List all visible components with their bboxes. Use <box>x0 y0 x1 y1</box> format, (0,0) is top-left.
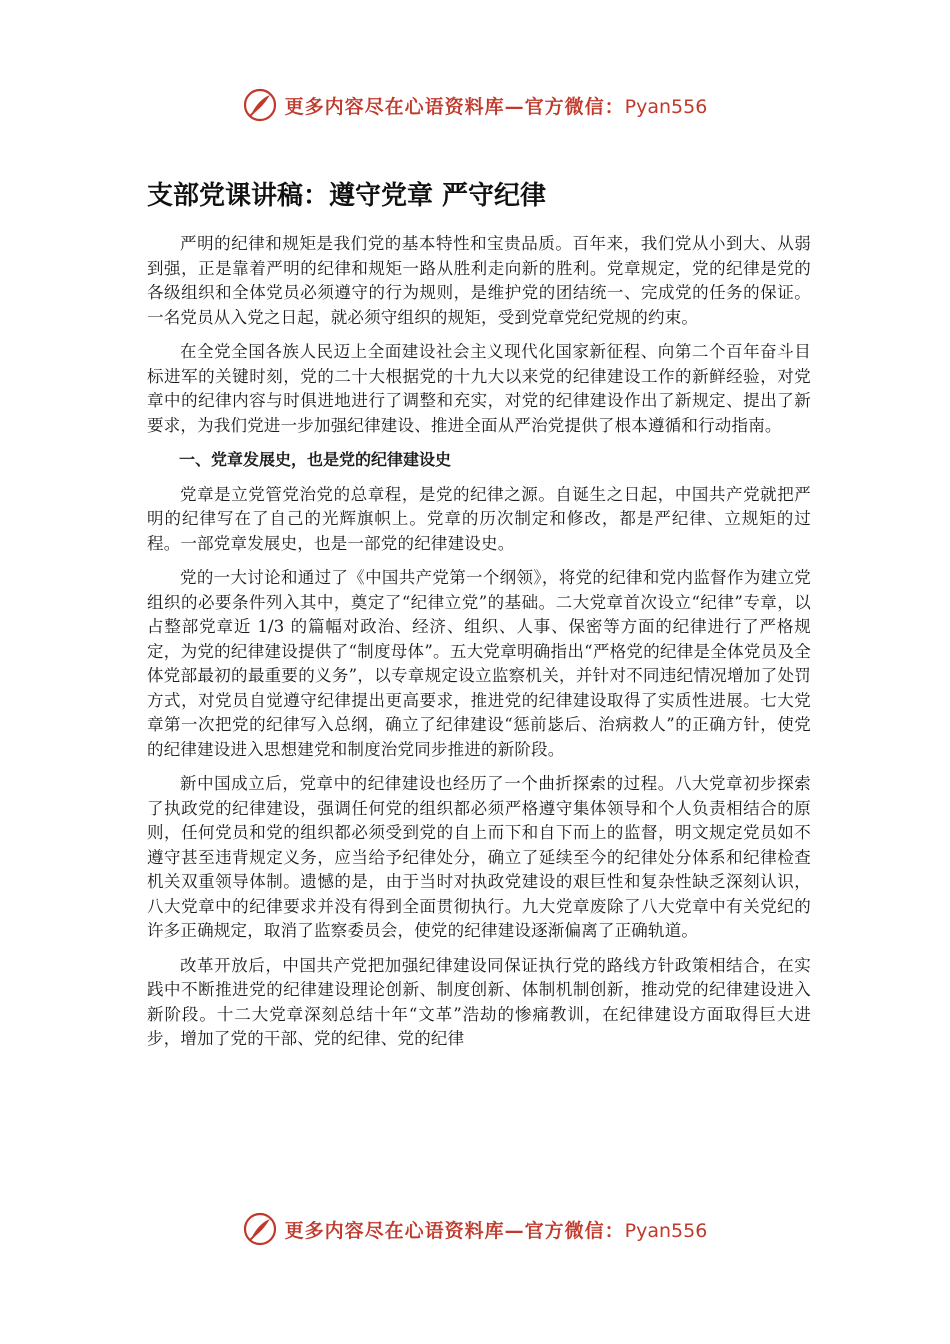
watermark-banner-top <box>0 88 950 122</box>
document-body <box>147 232 811 1062</box>
watermark-banner-bottom <box>0 1212 950 1246</box>
quill-logo-icon <box>243 1212 277 1246</box>
section-heading: 一、党章发展史，也是党的纪律建设史 <box>179 450 452 469</box>
body-paragraph: 新中国成立后，党章中的纪律建设也经历了一个曲折探索的过程。八大党章初步探索了执政党的纪律建设，强调任何党的组织都必须严格遵守集体领导和个人负责相结合的原则，任何党员和党的组织都必须受到党的自上而下和自下而上的监督，明文规定党员如不遵守甚至违背规定义务，应当给予纪律处分，确立了延续至今的纪律处分体系和纪律检查机关双重领导体制。遗憾的是，由于当时对执政党建设的艰巨性和复杂性缺乏深刻认识，八大党章中的纪律要求并没有得到全面贯彻执行。九大党章废除了八大党章中有关党纪的许多正确规定，取消了监察委员会，使党的纪律建设逐渐偏离了正确轨道。 <box>147 774 811 940</box>
watermark-text: 更多内容尽在心语资料库—官方微信：Pyan556 <box>284 1219 708 1242</box>
body-paragraph: 在全党全国各族人民迈上全面建设社会主义现代化国家新征程、向第二个百年奋斗目标进军的关键时刻，党的二十大根据党的十九大以来党的纪律建设工作的新鲜经验，对党章中的纪律内容与时俱进地进行了调整和充实，对党的纪律建设作出了新规定、提出了新要求，为我们党进一步加强纪律建设、推进全面从严治党提供了根本遵循和行动指南。 <box>147 342 811 435</box>
document-title: 支部党课讲稿：遵守党章 严守纪律 <box>147 181 547 211</box>
quill-logo-icon <box>243 88 277 122</box>
body-paragraph: 改革开放后，中国共产党把加强纪律建设同保证执行党的路线方针政策相结合，在实践中不断推进党的纪律建设理论创新、制度创新、体制机制创新，推动党的纪律建设进入新阶段。十二大党章深刻总结十年“文革”浩劫的惨痛教训，在纪律建设方面取得巨大进步，增加了党的干部、党的纪律、党的纪律 <box>147 955 811 1048</box>
body-paragraph: 党的一大讨论和通过了《中国共产党第一个纲领》，将党的纪律和党内监督作为建立党组织的必要条件列入其中，奠定了“纪律立党”的基础。二大党章首次设立“纪律”专章，以占整部党章近 1/3 的篇幅对政治、经济、组织、人事、保密等方面的纪律进行了严格规定，为党的纪律建设提供了“制度母体”。五大党章明确指出“严格党的纪律是全体党员及全体党部最初的最重要的义务”，以专章规定设立监察机关，并针对不同违纪情况增加了处罚方式，对党员自觉遵守纪律提出更高要求，推进党的纪律建设取得了实质性进展。七大党章第一次把党的纪律写入总纲，确立了纪律建设“惩前毖后、治病救人”的正确方针，使党的纪律建设进入思想建党和制度治党同步推进的新阶段。 <box>147 568 811 759</box>
body-paragraph: 党章是立党管党治党的总章程，是党的纪律之源。自诞生之日起，中国共产党就把严明的纪律写在了自己的光辉旗帜上。党章的历次制定和修改，都是严纪律、立规矩的过程。一部党章发展史，也是一部党的纪律建设史。 <box>147 484 811 553</box>
watermark-text: 更多内容尽在心语资料库—官方微信：Pyan556 <box>284 95 708 118</box>
body-paragraph: 严明的纪律和规矩是我们党的基本特性和宝贵品质。百年来，我们党从小到大、从弱到强，正是靠着严明的纪律和规矩一路从胜利走向新的胜利。党章规定，党的纪律是党的各级组织和全体党员必须遵守的行为规则，是维护党的团结统一、完成党的任务的保证。一名党员从入党之日起，就必须守组织的规矩，受到党章党纪党规的约束。 <box>147 234 811 327</box>
